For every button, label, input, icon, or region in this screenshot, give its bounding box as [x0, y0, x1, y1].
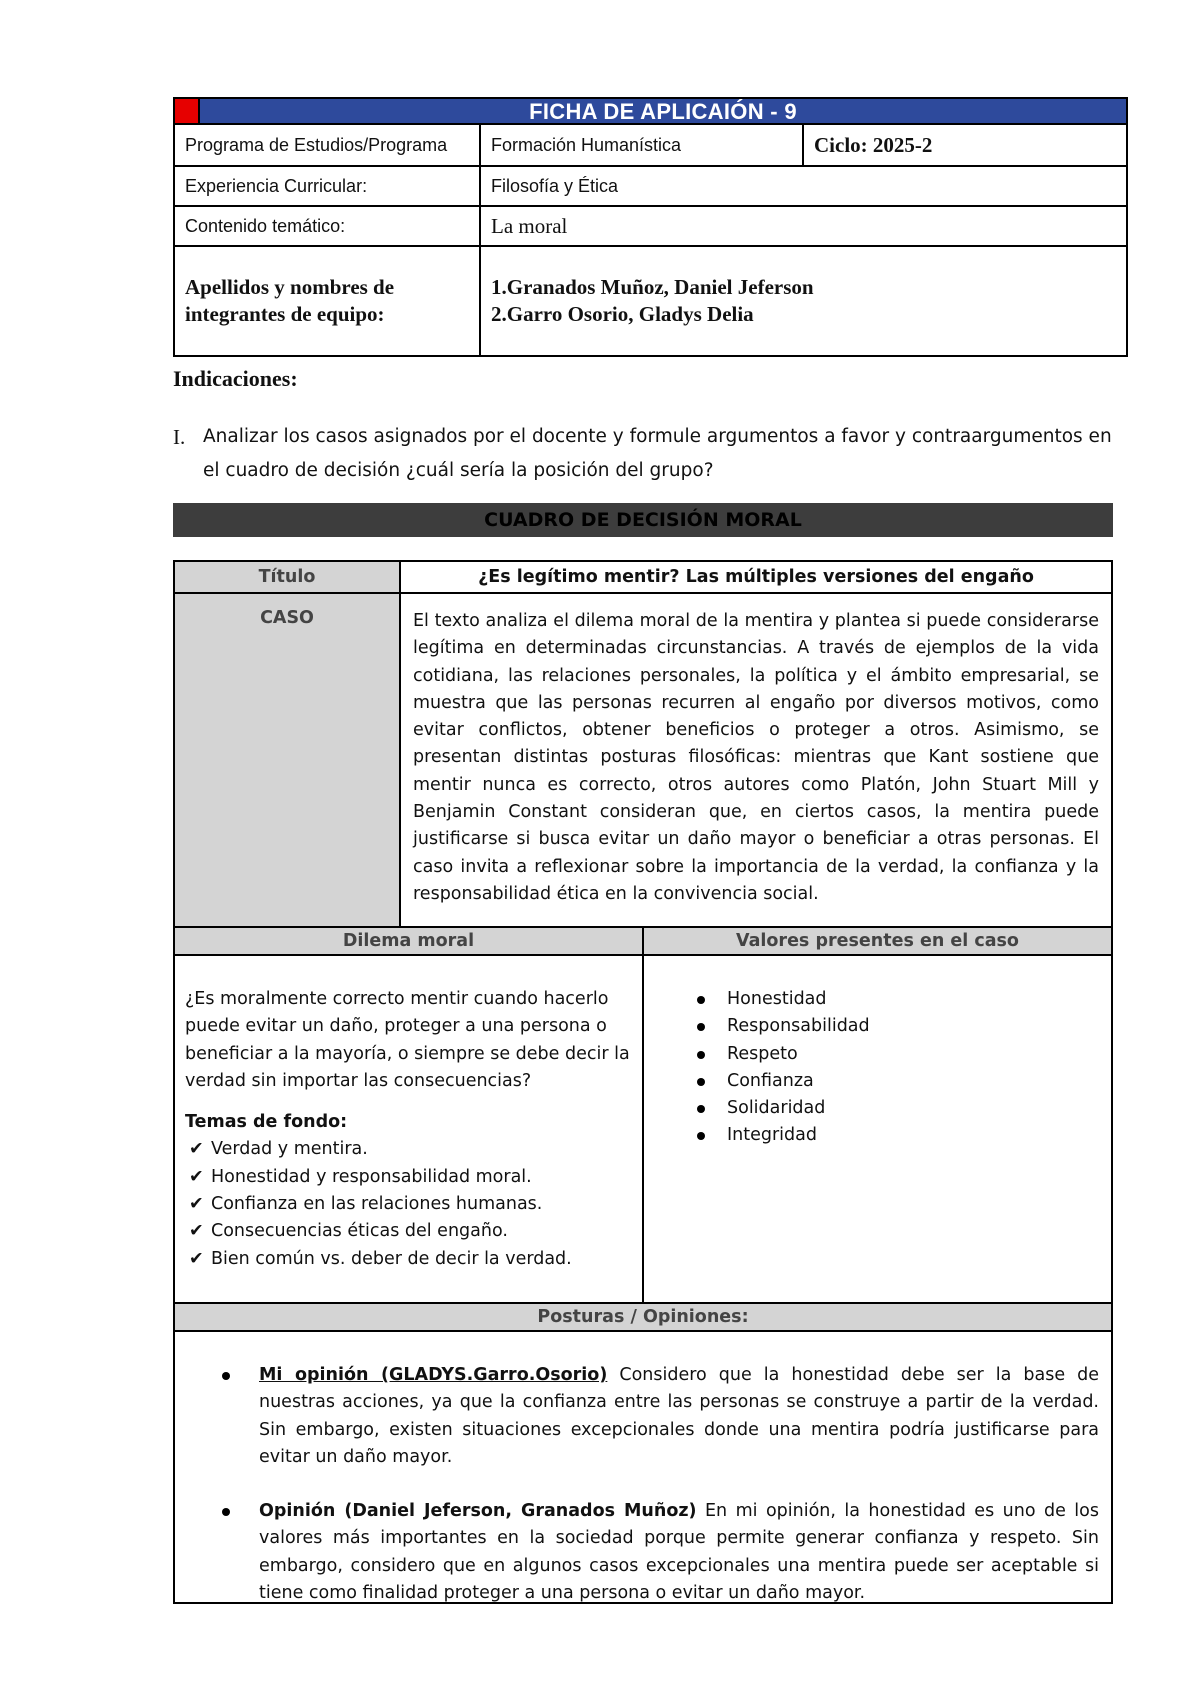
list-item: ✔ Consecuencias éticas del engaño.	[185, 1218, 632, 1245]
positions-label: Posturas / Opiniones:	[537, 1307, 749, 1327]
cycle-value: Ciclo: 2025-2	[814, 132, 933, 157]
checkmark-icon: ✔	[189, 1221, 204, 1242]
bullet-icon	[697, 1023, 705, 1031]
dilemma-cell	[175, 956, 644, 1302]
opinion-1-text: Considero que la honestidad debe ser la base de nuestras acciones, ya que la confianza entre las personas se construye a partir de la verdad. Sin embargo, existen situaciones excepcionales donde una mentira podría justificarse para evitar un daño mayor.	[259, 1365, 1099, 1467]
opinion-2-text: En mi opinión, la honestidad es uno de los valores más importantes en la sociedad porque permite generar confianza y respeto. Sin embargo, considero que en algunos casos excepcionales una mentira puede ser aceptable si tiene como finalidad proteger a una persona o evitar un daño mayor.	[259, 1501, 1099, 1604]
content-label: Contenido temático:	[175, 207, 481, 245]
experience-value: Filosofía y Ética	[491, 175, 619, 196]
members-list	[481, 247, 1126, 355]
experience-row	[173, 167, 1128, 207]
bullet-icon	[697, 1132, 705, 1140]
title-value: ¿Es legítimo mentir? Las múltiples versiones del engaño	[478, 567, 1034, 587]
positions-header-row	[175, 1304, 1111, 1332]
background-topics-list	[185, 1136, 632, 1272]
program-label: Programa de Estudios/Programa	[175, 125, 481, 165]
bullet-icon	[697, 1051, 705, 1059]
values-cell	[644, 956, 1111, 1302]
checkmark-icon: ✔	[189, 1166, 204, 1187]
checkmark-icon: ✔	[189, 1194, 204, 1215]
list-item: ✔ Honestidad y responsabilidad moral.	[185, 1164, 632, 1191]
list-item: ✔ Verdad y mentira.	[185, 1136, 632, 1163]
members-label-line-2: integrantes de equipo:	[185, 302, 385, 326]
program-value: Formación Humanística	[481, 125, 804, 165]
bullet-icon	[697, 1078, 705, 1086]
bullet-icon	[697, 996, 705, 1004]
bullet-icon	[222, 1508, 230, 1516]
member-1: 1.Granados Muñoz, Daniel Jeferson	[491, 275, 814, 299]
case-row	[175, 594, 1111, 928]
opinion-1-lead: Mi opinión (GLADYS.Garro.Osorio)	[259, 1365, 608, 1385]
experience-label: Experiencia Curricular:	[175, 167, 481, 205]
page-title: FICHA DE APLICAIÓN - 9	[529, 99, 797, 124]
opinion-2-lead: Opinión (Daniel Jeferson, Granados Muñoz)	[259, 1501, 697, 1522]
dilemma-label: Dilema moral	[175, 928, 644, 954]
dilemma-text: ¿Es moralmente correcto mentir cuando hacerlo puede evitar un daño, proteger a una persona o beneficiar a la mayoría, o siempre se debe decir la verdad sin importar las consecuencias?	[185, 989, 630, 1091]
dilemma-row	[175, 956, 1111, 1304]
instructions-heading: Indicaciones:	[173, 366, 298, 391]
list-item: Confianza	[692, 1068, 1101, 1095]
list-item: ✔ Confianza en las relaciones humanas.	[185, 1191, 632, 1218]
case-text: El texto analiza el dilema moral de la mentira y plantea si puede considerarse legítima en determinadas circunstancias. A través de ejemplos de la vida cotidiana, las relaciones personales, la política y el ámbito empresarial, se muestra que las personas recurren al engaño por diversos motivos, como evitar conflictos, obtener beneficios o proteger a otros. Asimismo, se presentan distintas posturas filosóficas: mientras que Kant sostiene que mentir nunca es correcto, otros autores como Platón, John Stuart Mill y Benjamin Constant consideran que, en ciertos casos, la mentira puede justificarse si busca evitar un daño mayor o beneficiar a otras personas. El caso invita a reflexionar sobre la importancia de la verdad, la confianza y la responsabilidad ética en la convivencia social.	[401, 594, 1111, 926]
bullet-icon	[222, 1372, 230, 1380]
case-label: CASO	[175, 594, 401, 926]
members-label-line-1: Apellidos y nombres de	[185, 275, 395, 299]
content-row	[173, 207, 1128, 247]
values-list	[692, 986, 1101, 1150]
bullet-icon	[697, 1105, 705, 1113]
background-topics-heading: Temas de fondo:	[185, 1112, 348, 1133]
list-item: Solidaridad	[692, 1095, 1101, 1122]
content-value: La moral	[491, 213, 568, 238]
list-item: Responsabilidad	[692, 1013, 1101, 1040]
members-label	[175, 247, 481, 355]
title-row	[175, 562, 1111, 594]
dilemma-header-row	[175, 928, 1111, 956]
opinion-1	[259, 1362, 1099, 1471]
list-item: Integridad	[692, 1122, 1101, 1149]
instructions-text-block	[173, 420, 1133, 488]
instructions-text: Analizar los casos asignados por el docente y formule argumentos a favor y contraargumentos en el cuadro de decisión ¿cuál sería la posición del grupo?	[203, 426, 1112, 481]
list-item: Respeto	[692, 1041, 1101, 1068]
list-item: Honestidad	[692, 986, 1101, 1013]
checkmark-icon: ✔	[189, 1248, 204, 1269]
program-row	[173, 125, 1128, 167]
header-title-bar	[173, 97, 1128, 125]
opinion-2	[259, 1498, 1099, 1607]
decision-table	[173, 560, 1113, 1604]
positions-row	[175, 1332, 1111, 1602]
checkmark-icon: ✔	[189, 1139, 204, 1160]
title-label: Título	[175, 562, 401, 592]
list-item: ✔ Bien común vs. deber de decir la verdad.	[185, 1246, 632, 1273]
section-banner: CUADRO DE DECISIÓN MORAL	[173, 503, 1113, 537]
members-row	[173, 247, 1128, 357]
positions-cell	[175, 1332, 1111, 1602]
instructions-number: I.	[173, 425, 186, 449]
red-marker	[175, 99, 200, 123]
header-table	[173, 97, 1128, 357]
member-2: 2.Garro Osorio, Gladys Delia	[491, 302, 754, 326]
values-label: Valores presentes en el caso	[736, 931, 1019, 951]
